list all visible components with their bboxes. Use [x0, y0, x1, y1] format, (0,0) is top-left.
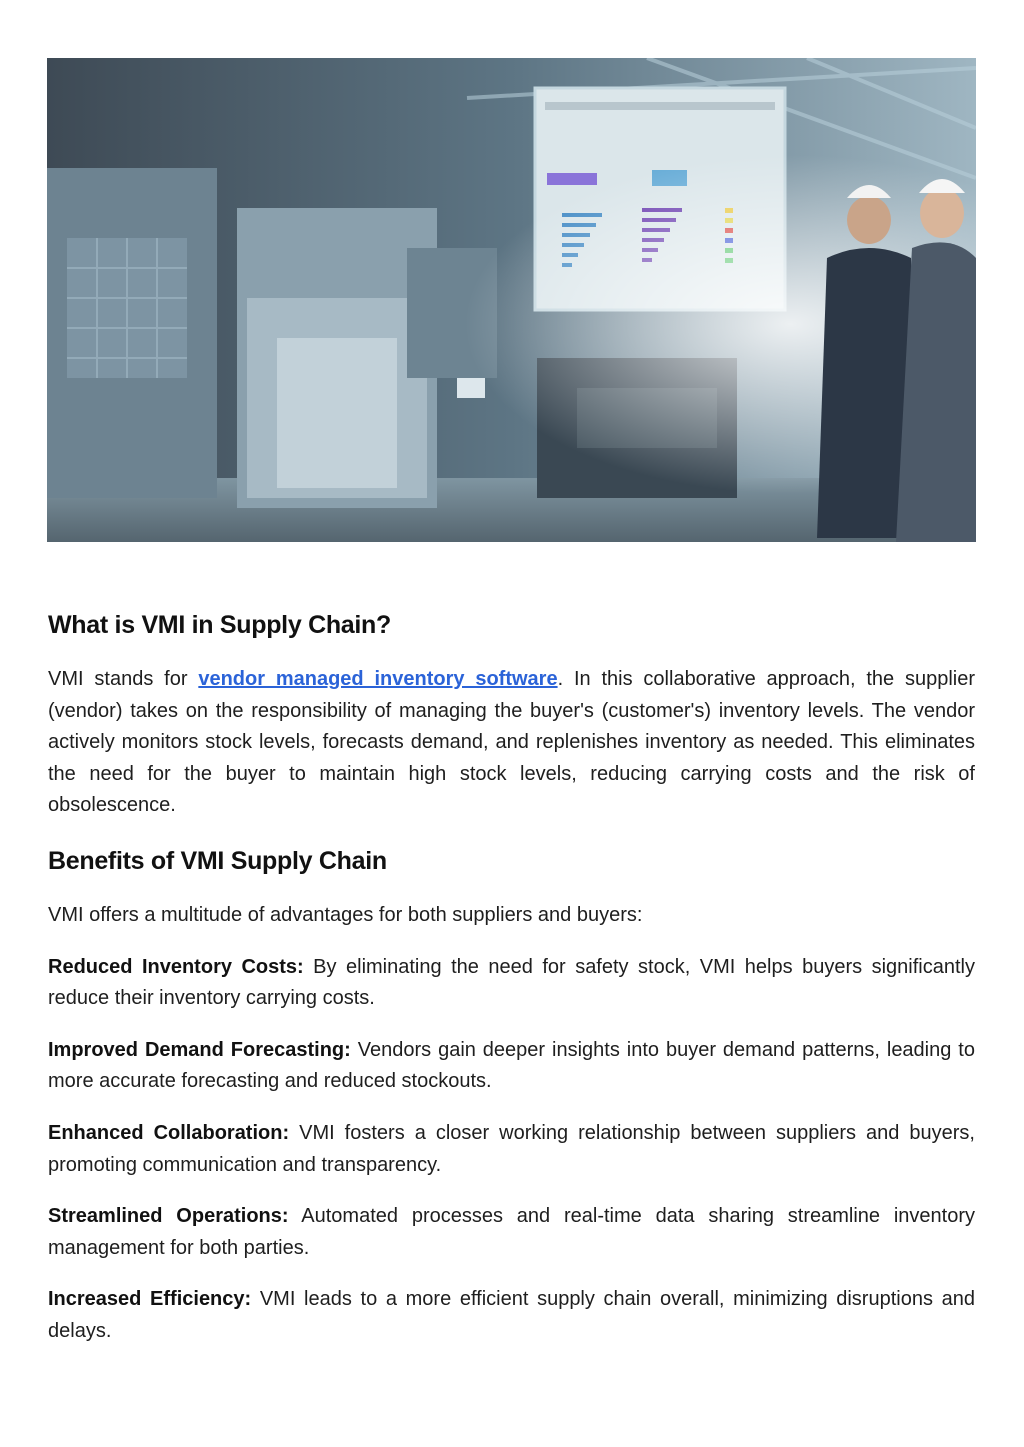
benefit-item [48, 1035, 975, 1098]
factory-dashboard-photo [47, 58, 976, 542]
intro-paragraph [48, 664, 975, 822]
benefit-item [48, 1284, 975, 1347]
benefit-item [48, 1118, 975, 1181]
benefit-title: Increased Efficiency: [48, 1288, 252, 1311]
intro-text-after-link: . In this collaborative approach, the supplier (vendor) takes on the responsibility of managing the buyer's (customer's) inventory levels. The vendor actively monitors stock levels, forecasts demand, and replenishes inventory as needed. This eliminates the need for the buyer to maintain high stock levels, reducing carrying costs and the risk of obsolescence. [48, 668, 976, 817]
benefit-title: Enhanced Collaboration: [48, 1121, 290, 1144]
benefits-lead: VMI offers a multitude of advantages for both suppliers and buyers: [48, 903, 643, 926]
section-heading-what-is-vmi: What is VMI in Supply Chain? [48, 611, 391, 639]
benefit-item [48, 1201, 975, 1264]
benefit-text: By eliminating the need for safety stock, VMI helps buyers significantly reduce their inventory carrying costs. [48, 955, 975, 1010]
hero-image [47, 58, 976, 542]
benefit-text: VMI fosters a closer working relationship between suppliers and buyers, promoting communication and transparency. [48, 1121, 975, 1176]
benefit-title: Improved Demand Forecasting: [48, 1038, 351, 1061]
benefit-item [48, 952, 975, 1015]
benefit-title: Streamlined Operations: [48, 1205, 289, 1228]
section-heading-benefits: Benefits of VMI Supply Chain [48, 846, 387, 875]
benefit-text: Vendors gain deeper insights into buyer demand patterns, leading to more accurate forecasting and reduced stockouts. [48, 1038, 975, 1093]
benefit-text: Automated processes and real-time data sharing streamline inventory management for both parties. [48, 1205, 975, 1259]
intro-text-before-link: VMI stands for [48, 668, 199, 690]
vendor-managed-inventory-software-link[interactable]: vendor managed inventory software [198, 668, 558, 690]
benefit-text: VMI leads to a more efficient supply chain overall, minimizing disruptions and delays. [48, 1288, 975, 1342]
article-body [48, 608, 975, 1368]
benefit-title: Reduced Inventory Costs: [48, 955, 304, 978]
